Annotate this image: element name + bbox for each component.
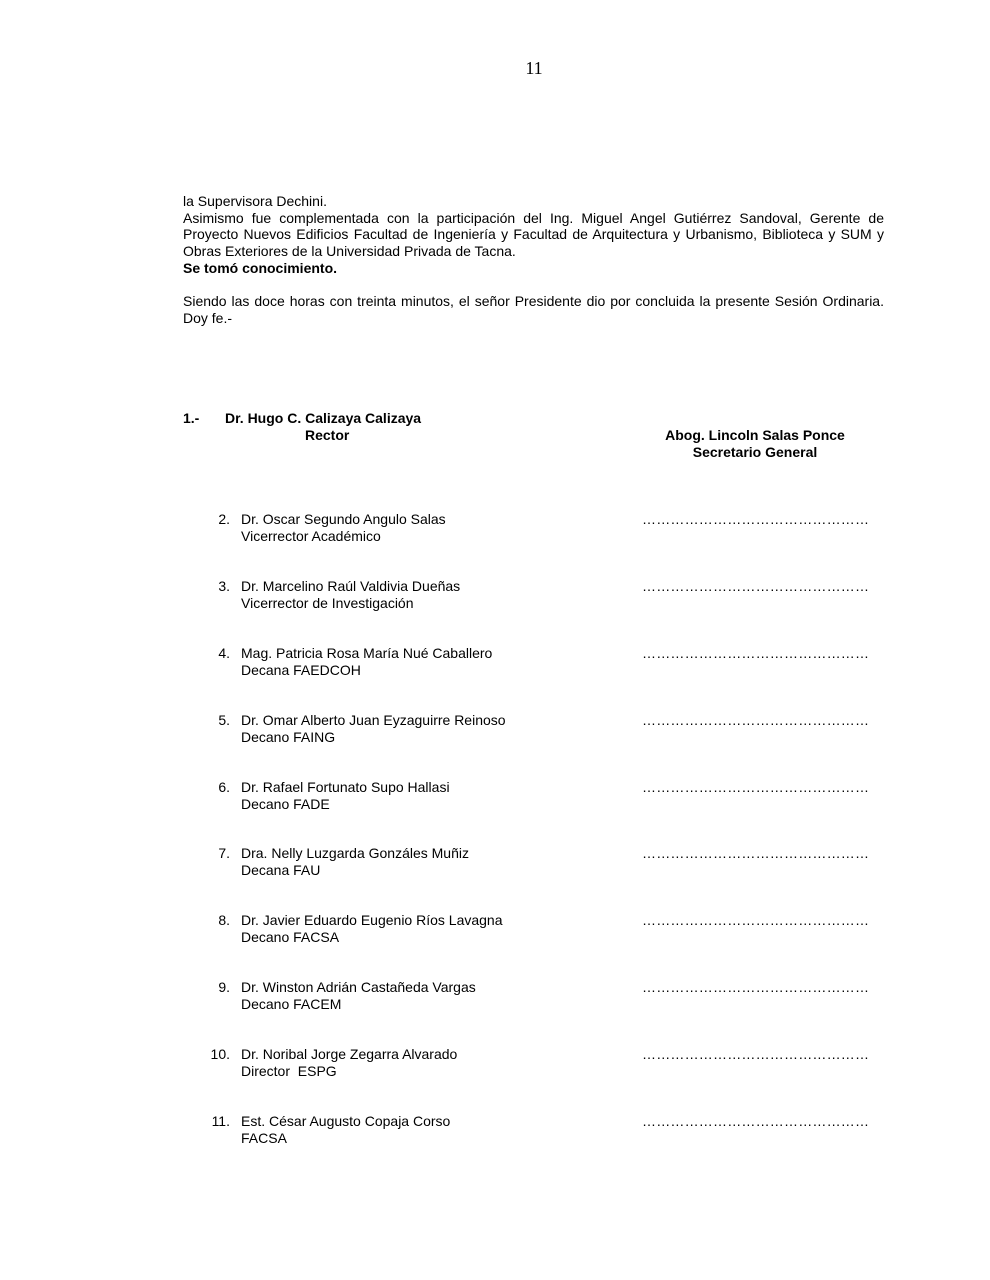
signer-row [0,578,990,618]
secretary-signature-block [640,427,870,461]
signer-row [0,845,990,885]
signature-line: ………………………………………… [642,1046,870,1062]
signer-row [0,712,990,752]
rector-name: Dr. Hugo C. Calizaya Calizaya [225,410,422,426]
signature-line: ………………………………………… [642,578,870,594]
signature-line: ………………………………………… [642,779,870,795]
signer-name: Dr. Javier Eduardo Eugenio Ríos Lavagna [241,912,503,928]
body-line-supervisor: la Supervisora Dechini. [183,193,327,209]
signer-number: 10. [210,1046,230,1062]
signature-line: ………………………………………… [642,511,870,527]
signer-number: 8. [218,912,230,928]
signer-role: Decana FAEDCOH [241,662,361,678]
signer-name: Mag. Patricia Rosa María Nué Caballero [241,645,493,661]
signer-row [0,645,990,685]
signer-number: 6. [218,779,230,795]
signature-line: ………………………………………… [642,845,870,861]
signer-row [0,1046,990,1086]
signature-line: ………………………………………… [642,645,870,661]
signature-line: ………………………………………… [642,712,870,728]
signer-number: 7. [218,845,230,861]
signature-line: ………………………………………… [642,912,870,928]
body-paragraph-participation: Asimismo fue complementada con la participación del Ing. Miguel Angel Gutiérrez Sandoval, Gerente de Proyecto Nuevos Edificios Facultad de Ingeniería y Facultad de Arquitectura y Urbanismo, Biblioteca y SUM y Obras Exteriores de la Universidad Privada de Tacna. [183,209,884,260]
signer-name: Dr. Winston Adrián Castañeda Vargas [241,979,476,995]
page-number: 11 [525,58,543,78]
signer-role: Decano FAING [241,729,336,745]
signer-row [0,1113,990,1153]
signer-number: 9. [218,979,230,995]
secretary-name: Abog. Lincoln Salas Ponce [665,427,845,443]
signer-role: Decano FACSA [241,929,340,945]
secretary-role: Secretario General [692,444,818,460]
rector-role: Rector [305,427,350,443]
document-body [183,193,884,327]
signer-row [0,779,990,819]
signer-name: Dr. Oscar Segundo Angulo Salas [241,511,446,527]
signer-role: Decano FACEM [241,996,342,1012]
body-closing: Siendo las doce horas con treinta minutos, el señor Presidente dio por concluida la presente Sesión Ordinaria. Doy fe.- [183,293,884,326]
signer-name: Dra. Nelly Luzgarda Gonzáles Muñiz [241,845,469,861]
signer-role: Decana FAU [241,862,321,878]
signer-number: 2. [218,511,230,527]
signer-row [0,912,990,952]
signer-number: 5. [218,712,230,728]
signer-number: 3. [218,578,230,594]
signer-role: Decano FADE [241,796,330,812]
paragraph-spacer [183,277,884,294]
signer-role: Vicerrector Académico [241,528,381,544]
signer-number: 4. [218,645,230,661]
rector-number: 1.- [183,410,200,426]
signer-role: FACSA [241,1130,287,1146]
signer-role: Director ESPG [241,1063,337,1079]
signer-name: Dr. Rafael Fortunato Supo Hallasi [241,779,450,795]
signer-name: Dr. Noribal Jorge Zegarra Alvarado [241,1046,458,1062]
body-acknowledged: Se tomó conocimiento. [183,259,338,276]
signer-name: Est. César Augusto Copaja Corso [241,1113,451,1129]
signer-row [0,511,990,551]
signature-line: ………………………………………… [642,1113,870,1129]
signer-role: Vicerrector de Investigación [241,595,414,611]
signer-name: Dr. Omar Alberto Juan Eyzaguirre Reinoso [241,712,506,728]
signer-number: 11. [211,1113,230,1129]
signer-row [0,979,990,1019]
signature-line: ………………………………………… [642,979,870,995]
signer-name: Dr. Marcelino Raúl Valdivia Dueñas [241,578,461,594]
